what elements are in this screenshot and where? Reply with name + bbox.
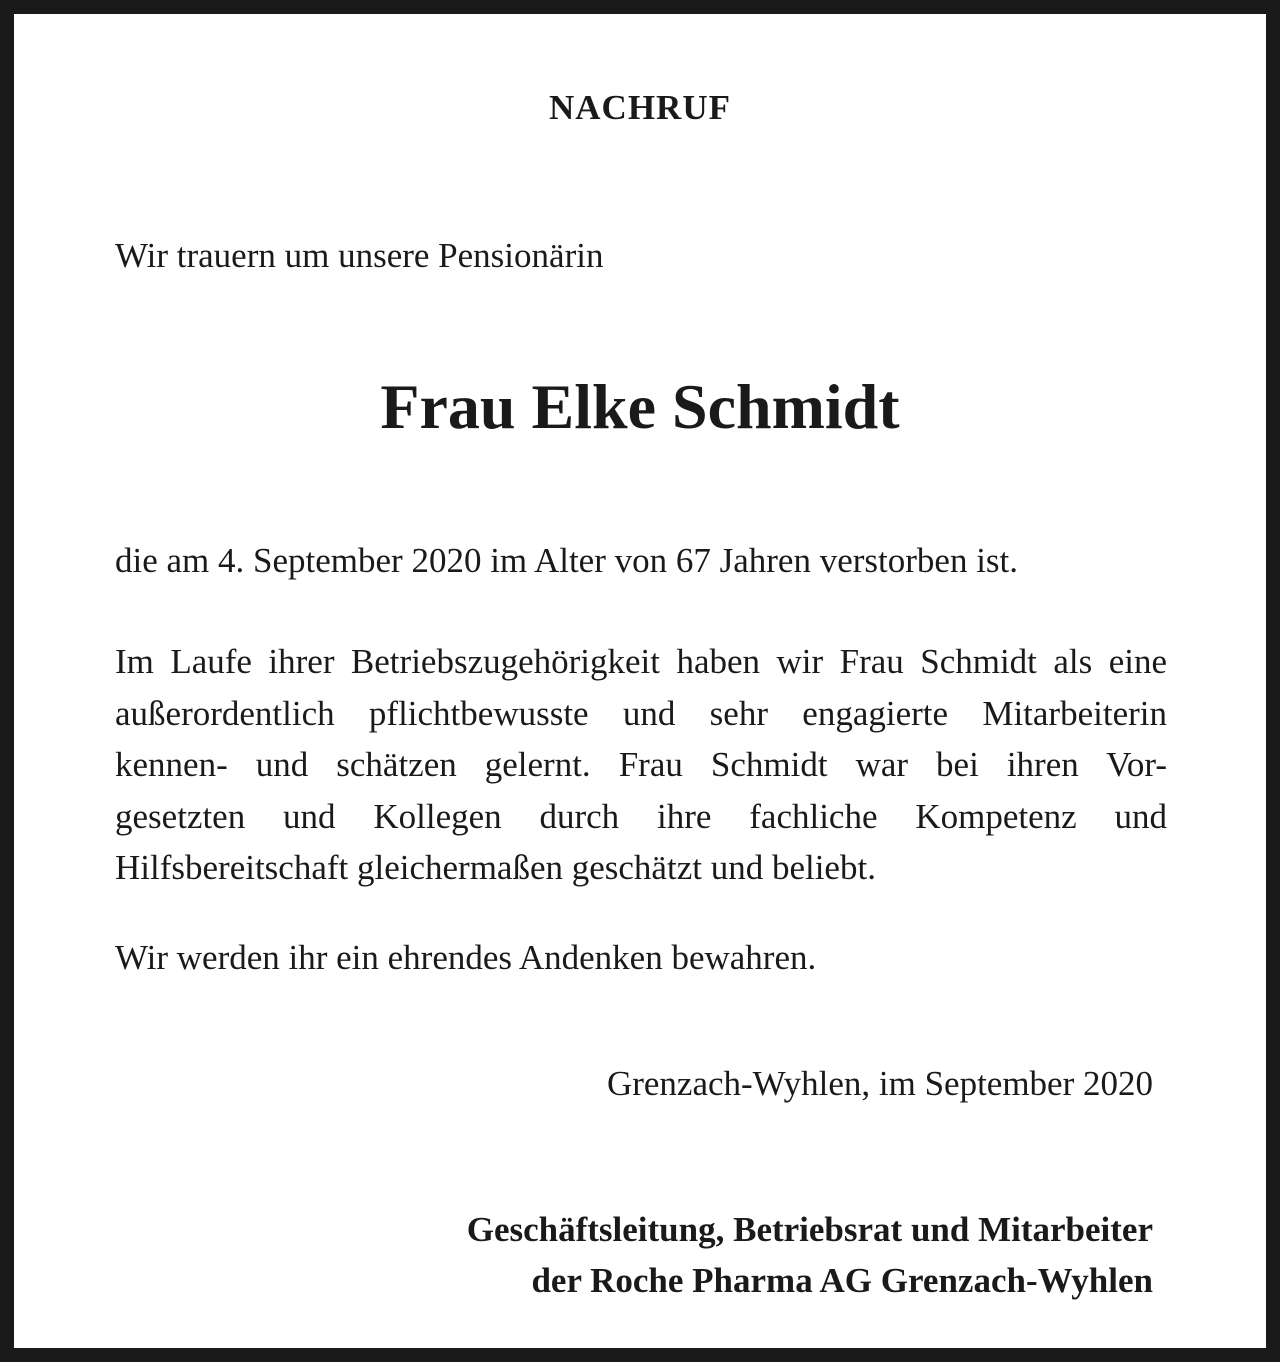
signature-line: Geschäftsleitung, Betriebsrat und Mitarbeiter bbox=[466, 1210, 1153, 1249]
notice-heading: NACHRUF bbox=[549, 88, 731, 127]
closing-text: Wir werden ihr ein ehrendes Andenken bewahren. bbox=[115, 938, 817, 977]
intro-text: Wir trauern um unsere Pensionärin bbox=[115, 236, 604, 275]
paragraph-line: Im Laufe ihrer Betriebszugehörigkeit haben wir Frau Schmidt als eine bbox=[115, 642, 1167, 681]
signature-block bbox=[467, 1204, 1153, 1306]
deceased-name: Frau Elke Schmidt bbox=[380, 371, 900, 442]
paragraph-line: Hilfsbereitschaft gleichermaßen geschätzt und beliebt. bbox=[115, 848, 876, 887]
signature-line: der Roche Pharma AG Grenzach-Wyhlen bbox=[531, 1261, 1153, 1300]
paragraph-line: außerordentlich pflichtbewusste und sehr engagierte Mitarbeiterin bbox=[115, 693, 1167, 733]
death-note: die am 4. September 2020 im Alter von 67 Jahren verstorben ist. bbox=[115, 541, 1019, 580]
paragraph-line: kennen- und schätzen gelernt. Frau Schmidt war bei ihren Vor- bbox=[115, 745, 1167, 784]
paragraph-line: gesetzten und Kollegen durch ihre fachliche Kompetenz und bbox=[115, 796, 1167, 836]
tribute-paragraph bbox=[115, 636, 1167, 894]
place-date: Grenzach-Wyhlen, im September 2020 bbox=[606, 1064, 1153, 1103]
